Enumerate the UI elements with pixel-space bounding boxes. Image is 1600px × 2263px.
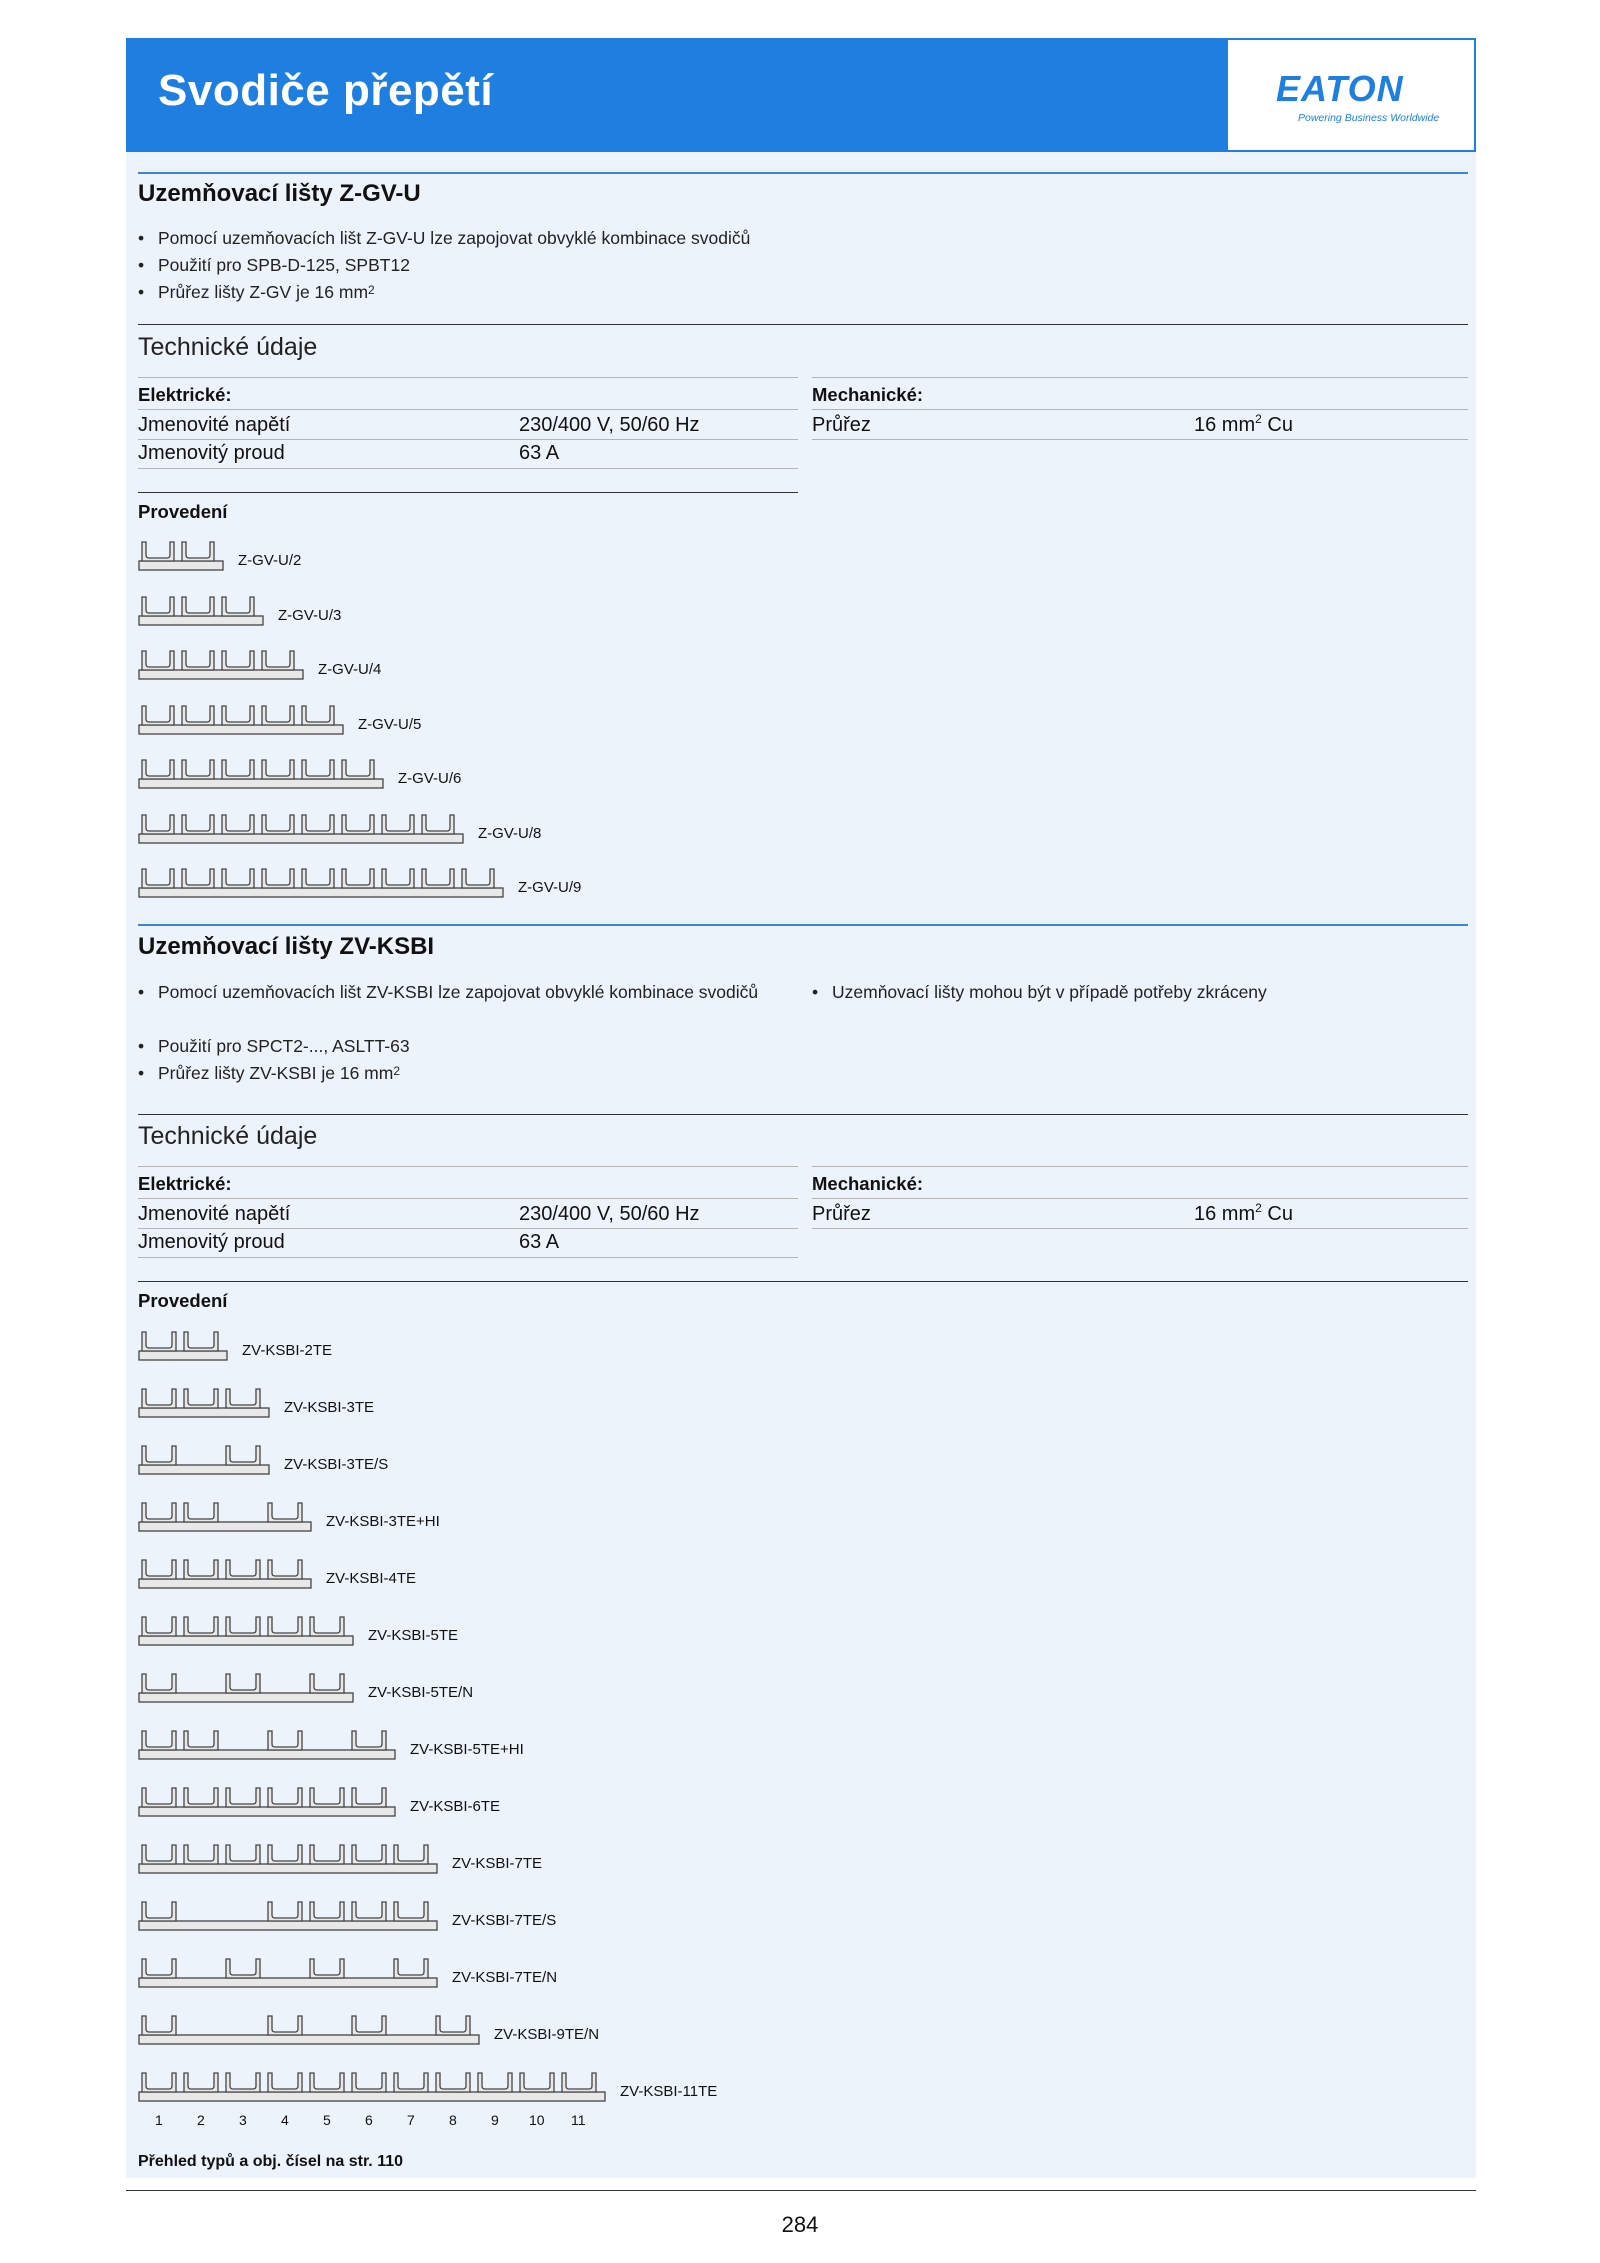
bullet-item: • Pomocí uzemňovacích lišt ZV-KSBI lze zapojovat obvyklé kombinace svodičů <box>138 979 778 1006</box>
divider <box>138 1198 798 1199</box>
mechanical-label: Mechanické: <box>812 384 924 405</box>
strip-clamp <box>268 1845 302 1864</box>
strip-clamp <box>268 1731 302 1750</box>
variant-type-label: ZV-KSBI-5TE/N <box>368 1684 474 1701</box>
variant-type-label: ZV-KSBI-2TE <box>242 1342 333 1359</box>
strip-clamp <box>142 1674 176 1693</box>
strip-clamp <box>352 2016 386 2035</box>
grounding-strip-icon <box>138 1387 270 1419</box>
spec-value: 63 A <box>519 1231 560 1253</box>
strip-clamp <box>184 1332 218 1351</box>
page-header <box>126 38 1476 152</box>
divider <box>812 409 1468 410</box>
page-number: 284 <box>781 2212 819 2237</box>
strip-clamp <box>268 2016 302 2035</box>
eaton-logo <box>1228 40 1474 150</box>
divider <box>812 1228 1468 1229</box>
variant-type-label: Z-GV-U/4 <box>318 661 382 678</box>
strip-clamp <box>478 2073 512 2092</box>
spec-value: 230/400 V, 50/60 Hz <box>519 414 700 436</box>
variant-type-label: ZV-KSBI-6TE <box>410 1798 501 1815</box>
divider <box>138 324 1468 325</box>
strip-clamp <box>182 542 214 561</box>
variant-type-label: Z-GV-U/3 <box>278 606 342 624</box>
grounding-strip-icon <box>138 1558 312 1590</box>
position-number: 7 <box>407 2112 415 2128</box>
strip-clamp <box>142 651 174 670</box>
strip-clamp <box>226 1845 260 1864</box>
spec-name: Jmenovité napětí <box>138 414 291 436</box>
bullet-item: • Průřez lišty Z-GV je 16 $mm^2$ <box>138 279 838 306</box>
strip-clamp <box>226 1788 260 1807</box>
strip-clamp <box>268 1617 302 1636</box>
strip-clamp <box>226 1446 260 1465</box>
spec-name: Jmenovitý proud <box>138 1231 285 1253</box>
strip-clamp <box>142 1788 176 1807</box>
subsection-title: Technické údaje <box>138 333 318 361</box>
strip-clamp <box>222 651 254 670</box>
position-number: 1 <box>155 2112 163 2128</box>
strip-clamp <box>422 869 454 888</box>
mechanical-label: Mechanické: <box>812 1173 924 1194</box>
strip-clamp <box>302 869 334 888</box>
variant-type-label: Z-GV-U/5 <box>358 715 422 733</box>
variants-label: Provedení <box>138 1290 228 1311</box>
grounding-strip-icon <box>138 2014 480 2046</box>
strip-clamp <box>422 815 454 834</box>
grounding-strip-icon <box>138 595 264 627</box>
strip-clamp <box>142 815 174 834</box>
variant-type-label: ZV-KSBI-11TE <box>620 2083 718 2100</box>
strip-clamp <box>226 1959 260 1978</box>
strip-clamp <box>302 815 334 834</box>
strip-clamp <box>182 597 214 616</box>
strip-clamp <box>184 1503 218 1522</box>
strip-clamp <box>184 1560 218 1579</box>
strip-clamp <box>262 651 294 670</box>
strip-clamp <box>520 2073 554 2092</box>
strip-clamp <box>310 2073 344 2092</box>
strip-clamp <box>142 1959 176 1978</box>
grounding-strip-icon <box>138 1672 354 1704</box>
strip-clamp <box>310 1674 344 1693</box>
strip-clamp <box>382 869 414 888</box>
strip-clamp <box>268 2073 302 2092</box>
strip-clamp <box>268 1788 302 1807</box>
spec-value: 230/400 V, 50/60 Hz <box>519 1203 700 1225</box>
variant-type-label: ZV-KSBI-9TE/N <box>494 2026 600 2043</box>
position-number: 2 <box>197 2112 205 2128</box>
strip-clamp <box>342 815 374 834</box>
strip-clamp <box>222 815 254 834</box>
strip-clamp <box>310 1902 344 1921</box>
variant-type-label: Z-GV-U/8 <box>478 824 542 842</box>
strip-clamp <box>142 2073 176 2092</box>
strip-clamp <box>142 1332 176 1351</box>
strip-clamp <box>302 760 334 779</box>
variants-label: Provedení <box>138 501 228 522</box>
strip-clamp <box>310 1788 344 1807</box>
strip-clamp <box>342 760 374 779</box>
position-number: 6 <box>365 2112 373 2128</box>
bullet-item: • Použití pro SPCT2-..., ASLTT-63 <box>138 1033 778 1060</box>
section-title: Uzemňovací lišty Z-GV-U <box>138 180 421 207</box>
strip-clamp <box>226 1617 260 1636</box>
strip-clamp <box>222 597 254 616</box>
strip-clamp <box>226 1389 260 1408</box>
grounding-strip-icon <box>138 2071 606 2103</box>
logo-wordmark: EATON <box>1276 68 1404 109</box>
footnote: Přehled typů a obj. čísel na str. 110 <box>138 2153 403 2170</box>
footer-divider <box>126 2190 1476 2191</box>
strip-clamp <box>142 706 174 725</box>
strip-clamp <box>184 1731 218 1750</box>
strip-clamp <box>142 1560 176 1579</box>
grounding-strip-icon <box>138 1843 438 1875</box>
variant-type-label: ZV-KSBI-4TE <box>326 1570 417 1587</box>
strip-clamp <box>182 760 214 779</box>
variant-type-label: ZV-KSBI-7TE/N <box>452 1969 558 1986</box>
strip-clamp <box>436 2016 470 2035</box>
strip-clamp <box>310 1617 344 1636</box>
position-number: 5 <box>323 2112 331 2128</box>
grounding-strip-icon <box>138 1786 396 1818</box>
strip-clamp <box>182 815 214 834</box>
strip-clamp <box>262 815 294 834</box>
logo-tagline: Powering Business Worldwide <box>1298 112 1440 124</box>
strip-clamp <box>226 1560 260 1579</box>
divider <box>138 492 798 493</box>
strip-clamp <box>182 706 214 725</box>
divider <box>812 1198 1468 1199</box>
grounding-strip-icon <box>138 649 304 681</box>
divider <box>138 377 798 378</box>
position-number: 10 <box>529 2112 545 2128</box>
strip-clamp <box>394 1902 428 1921</box>
strip-clamp <box>142 542 174 561</box>
strip-clamp <box>222 869 254 888</box>
strip-clamp <box>142 1845 176 1864</box>
spec-name: Jmenovité napětí <box>138 1203 291 1225</box>
divider <box>138 439 798 440</box>
strip-clamp <box>142 2016 176 2035</box>
strip-clamp <box>184 1788 218 1807</box>
strip-clamp <box>226 2073 260 2092</box>
strip-clamp <box>142 1446 176 1465</box>
divider <box>138 1281 1468 1282</box>
spec-value: 16 $mm^2$ Cu <box>1194 1201 1293 1225</box>
spec-name: Průřez <box>812 1203 871 1225</box>
variant-type-label: ZV-KSBI-3TE+HI <box>326 1513 440 1530</box>
grounding-strip-icon <box>138 704 344 736</box>
variant-type-label: ZV-KSBI-7TE/S <box>452 1912 557 1929</box>
subsection-title: Technické údaje <box>138 1122 318 1150</box>
grounding-strip-icon <box>138 1729 396 1761</box>
strip-clamp <box>462 869 494 888</box>
divider <box>138 1257 798 1258</box>
grounding-strip-icon <box>138 1957 438 1989</box>
strip-clamp <box>382 815 414 834</box>
variant-type-label: Z-GV-U/2 <box>238 552 302 569</box>
grounding-strip-icon <box>138 1444 270 1476</box>
grounding-strip-icon <box>138 540 224 572</box>
variant-type-label: ZV-KSBI-5TE+HI <box>410 1741 524 1758</box>
strip-clamp <box>142 1389 176 1408</box>
strip-clamp <box>342 869 374 888</box>
strip-clamp <box>182 869 214 888</box>
strip-clamp <box>352 1902 386 1921</box>
strip-clamp <box>394 2073 428 2092</box>
bullet-item: • Uzemňovací lišty mohou být v případě potřeby zkráceny <box>812 979 1452 1006</box>
grounding-strip-icon <box>138 867 504 899</box>
strip-clamp <box>262 760 294 779</box>
section-divider <box>138 924 1468 926</box>
strip-clamp <box>352 1845 386 1864</box>
strip-clamp <box>182 651 214 670</box>
grounding-strip-icon <box>138 813 464 845</box>
bullet-item: • Pomocí uzemňovacích lišt Z-GV-U lze zapojovat obvyklé kombinace svodičů <box>138 225 838 252</box>
strip-clamp <box>222 760 254 779</box>
strip-clamp <box>184 2073 218 2092</box>
strip-clamp <box>310 1959 344 1978</box>
position-number: 11 <box>571 2112 586 2128</box>
grounding-strip-icon <box>138 1501 312 1533</box>
divider <box>812 1166 1468 1167</box>
spec-name: Jmenovitý proud <box>138 442 285 464</box>
strip-clamp <box>268 1560 302 1579</box>
variant-type-label: ZV-KSBI-7TE <box>452 1855 543 1872</box>
strip-clamp <box>262 706 294 725</box>
strip-clamp <box>184 1617 218 1636</box>
electrical-label: Elektrické: <box>138 384 232 405</box>
strip-clamp <box>142 1731 176 1750</box>
strip-clamp <box>226 1674 260 1693</box>
grounding-strip-icon <box>138 1615 354 1647</box>
strip-clamp <box>184 1389 218 1408</box>
position-number: 8 <box>449 2112 457 2128</box>
divider <box>138 468 798 469</box>
strip-clamp <box>352 1788 386 1807</box>
position-number: 9 <box>491 2112 499 2128</box>
strip-clamp <box>142 1503 176 1522</box>
grounding-strip-icon <box>138 758 384 790</box>
bullet-item: • Použití pro SPB-D-125, SPBT12 <box>138 252 838 279</box>
strip-clamp <box>310 1845 344 1864</box>
grounding-strip-icon <box>138 1900 438 1932</box>
spec-value: 16 $mm^2$ Cu <box>1194 412 1293 436</box>
strip-clamp <box>222 706 254 725</box>
divider <box>812 377 1468 378</box>
strip-clamp <box>268 1902 302 1921</box>
strip-clamp <box>142 1617 176 1636</box>
spec-value: 63 A <box>519 442 560 464</box>
spec-name: Průřez <box>812 414 871 436</box>
strip-clamp <box>394 1845 428 1864</box>
divider <box>138 1166 798 1167</box>
strip-clamp <box>394 1959 428 1978</box>
divider <box>138 1228 798 1229</box>
strip-clamp <box>142 1902 176 1921</box>
strip-clamp <box>436 2073 470 2092</box>
section-title: Uzemňovací lišty ZV-KSBI <box>138 933 435 960</box>
divider <box>138 1114 1468 1115</box>
variant-type-label: ZV-KSBI-5TE <box>368 1627 459 1644</box>
strip-clamp <box>142 597 174 616</box>
strip-clamp <box>268 1503 302 1522</box>
bullet-item: • Průřez lišty ZV-KSBI je 16 $mm^2$ <box>138 1060 778 1087</box>
strip-clamp <box>142 760 174 779</box>
strip-clamp <box>562 2073 596 2092</box>
variant-type-label: ZV-KSBI-3TE/S <box>284 1456 389 1473</box>
section-divider <box>138 172 1468 174</box>
position-number: 3 <box>239 2112 247 2128</box>
strip-clamp <box>352 2073 386 2092</box>
variant-type-label: Z-GV-U/6 <box>398 770 462 787</box>
strip-clamp <box>302 706 334 725</box>
strip-clamp <box>262 869 294 888</box>
strip-clamp <box>184 1845 218 1864</box>
strip-clamp <box>142 869 174 888</box>
variant-type-label: ZV-KSBI-3TE <box>284 1399 375 1416</box>
page-title: Svodiče přepětí <box>158 66 494 115</box>
position-number: 4 <box>281 2112 289 2128</box>
strip-clamp <box>352 1731 386 1750</box>
divider <box>138 409 798 410</box>
variant-type-label: Z-GV-U/9 <box>518 879 582 896</box>
electrical-label: Elektrické: <box>138 1173 232 1194</box>
grounding-strip-icon <box>138 1330 228 1362</box>
divider <box>812 439 1468 440</box>
